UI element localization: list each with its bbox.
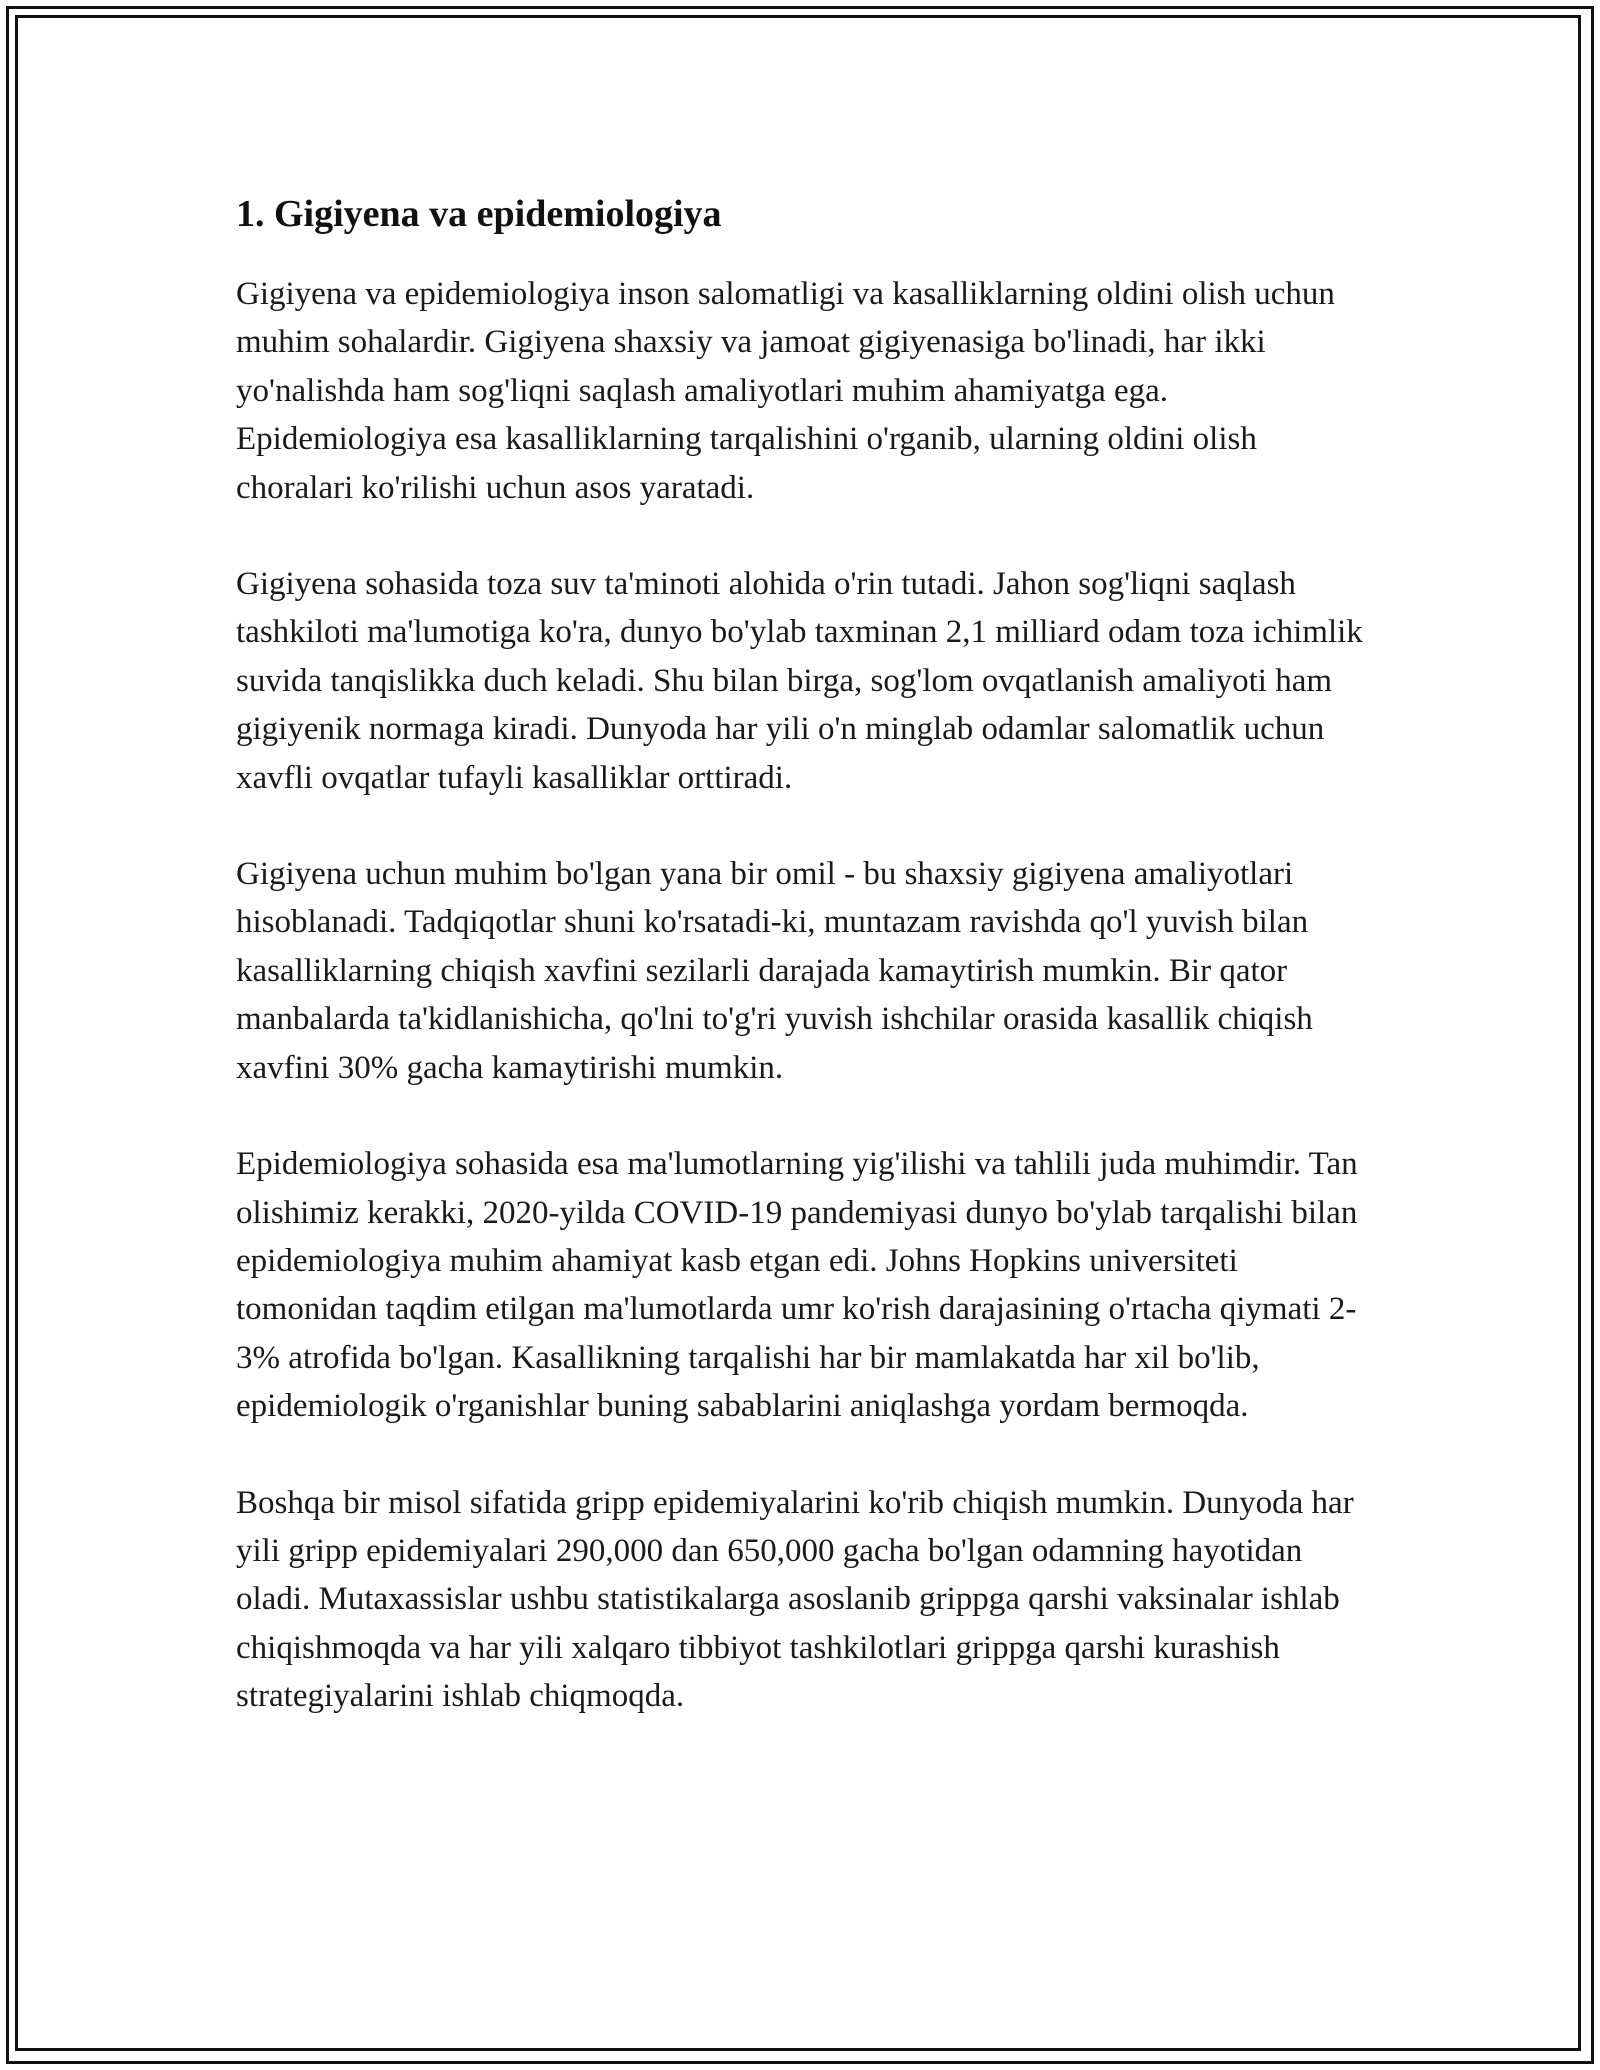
paragraph-influenza: Boshqa bir misol sifatida gripp epidemiyalarini ko'rib chiqish mumkin. Dunyoda har yili gripp epidemiyalari 290,000 dan 650,000 gacha bo'lgan odamning hayotidan oladi. Mutaxassislar ushbu statistikalarga asoslanib grippga qarshi vaksinalar ishlab chiqishmoqda va har yili xalqaro tibbiyot tashkilotlari grippga qarshi kurashish strategiyalarini ishlab chiqmoqda. — [236, 1484, 1354, 1715]
paragraph-epidemiology-data: Epidemiologiya sohasida esa ma'lumotlarning yig'ilishi va tahlili juda muhimdir. Tan olishimiz kerakki, 2020-yilda COVID-19 pandemiyasi dunyo bo'ylab tarqalishi bilan epidemiologiya muhim ahamiyat kasb etgan edi. Johns Hopkins universiteti tomonidan taqdim etilgan ma'lumotlarda umr ko'rish darajasining o'rtacha qiymati 2-3% atrofida bo'lgan. Kasallikning tarqalishi har bir mamlakatda har xil bo'lib, epidemiologik o'rganishlar buning sabablarini aniqlashga yordam bermoqda. — [236, 1146, 1358, 1425]
page-title: 1. Gigiyena va epidemiologiya — [236, 193, 722, 235]
document-body — [236, 188, 1376, 1769]
paragraph-clean-water: Gigiyena sohasida toza suv ta'minoti alohida o'rin tutadi. Jahon sog'liqni saqlash tashkiloti ma'lumotiga ko'ra, dunyo bo'ylab taxminan 2,1 milliard odam toza ichimlik suvida tanqislikka duch keladi. Shu bilan birga, sog'lom ovqatlanish amaliyoti ham gigiyenik normaga kiradi. Dunyoda har yili o'n minglab odamlar salomatlik uchun xavfli ovqatlar tufayli kasalliklar orttiradi. — [236, 566, 1363, 796]
paragraph-intro: Gigiyena va epidemiologiya inson salomatligi va kasalliklarning oldini olish uchun muhim sohalardir. Gigiyena shaxsiy va jamoat gigiyenasiga bo'linadi, har ikki yo'nalishda ham sog'liqni saqlash amaliyotlari muhim ahamiyatga ega. Epidemiologiya esa kasalliklarning tarqalishini o'rganib, ularning oldini olish choralari ko'rilishi uchun asos yaratadi. — [236, 276, 1335, 506]
paragraph-personal-hygiene: Gigiyena uchun muhim bo'lgan yana bir omil - bu shaxsiy gigiyena amaliyotlari hisoblanadi. Tadqiqotlar shuni ko'rsatadi-ki, muntazam ravishda qo'l yuvish bilan kasalliklarning chiqish xavfini sezilarli darajada kamaytirish mumkin. Bir qator manbalarda ta'kidlanishicha, qo'lni to'g'ri yuvish ishchilar orasida kasallik chiqish xavfini 30% gacha kamaytirishi mumkin. — [236, 856, 1313, 1086]
